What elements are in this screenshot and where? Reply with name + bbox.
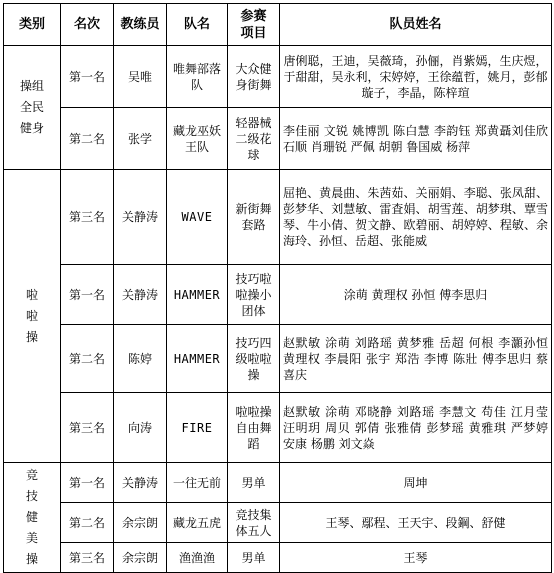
header-team: 队名 [167, 4, 228, 46]
table-row [4, 170, 552, 265]
results-table [3, 3, 552, 573]
rank-cell: 第二名 [61, 108, 114, 170]
rank-cell: 第三名 [61, 543, 114, 573]
members-cell: 赵默敏 涂萌 刘路瑶 黄梦雅 岳超 何根 李灝孙恒 黄理权 李晨阳 张宇 郑浩 李博 陈壯 傅李思归 蔡喜庆 [280, 325, 552, 393]
group-category-fitness: 操组 全民健身 [4, 46, 61, 170]
members-cell: 王琴 [280, 543, 552, 573]
event-cell: 竞技集体五人 [228, 503, 280, 543]
members-cell: 王琴、鄢程、王天宇、段鋼、舒健 [280, 503, 552, 543]
team-cell: 藏龙五虎 [167, 503, 228, 543]
team-cell: HAMMER [167, 325, 228, 393]
table-row [4, 463, 552, 503]
header-coach: 教练员 [114, 4, 167, 46]
event-cell: 轻器械二级花球 [228, 108, 280, 170]
table-row [4, 108, 552, 170]
table-row [4, 503, 552, 543]
table-row [4, 325, 552, 393]
event-cell: 技巧四级啦啦操 [228, 325, 280, 393]
header-event: 参赛项目 [228, 4, 280, 46]
team-cell: 渔渔渔 [167, 543, 228, 573]
coach-cell: 向涛 [114, 393, 167, 463]
members-cell: 唐俐聪，王迪，吴薇琦，孙俪，肖紫嫣，生庆煜，于甜甜，吴永利，宋婷婷，王徐蕴哲，姚月，彭郁璇子，李晶，陈梓瑄 [280, 46, 552, 108]
members-cell: 屈艳、黄晨曲、朱茜茹、关丽娟、李聪、张凤甜、彭梦华、刘慧敏、雷査娟、胡雪莲、胡梦琪、覃雪琴、牛小倩、贺文静、欧碧丽、胡婷婷、程敏、余海玲、孙恒、岳超、张能威 [280, 170, 552, 265]
header-category: 类别 [4, 4, 61, 46]
group-category-cheerleading: 啦啦操 [4, 170, 61, 463]
rank-cell: 第三名 [61, 393, 114, 463]
table-row [4, 265, 552, 325]
coach-cell: 余宗朗 [114, 543, 167, 573]
rank-cell: 第二名 [61, 503, 114, 543]
members-cell: 赵默敏 涂萌 邓晓静 刘路瑶 李慧文 苟佳 江月莹 汪明玥 周贝 郭倩 张雅倩 彭梦瑶 黄雅琪 严梦婷 安康 杨鹏 刘文焱 [280, 393, 552, 463]
table-row [4, 393, 552, 463]
rank-cell: 第二名 [61, 325, 114, 393]
event-cell: 男单 [228, 543, 280, 573]
event-cell: 技巧啦啦操小团体 [228, 265, 280, 325]
event-cell: 男单 [228, 463, 280, 503]
event-cell: 啦啦操自由舞蹈 [228, 393, 280, 463]
coach-cell: 关静涛 [114, 170, 167, 265]
team-cell: FIRE [167, 393, 228, 463]
rank-cell: 第三名 [61, 170, 114, 265]
group-category-aerobics: 竞技健美操 [4, 463, 61, 573]
members-cell: 李佳丽 文锐 姚博凯 陈白慧 李韵钰 郑黄聶刘佳欣 石顺 肖珊锐 严佩 胡朝 鲁国威 杨萍 [280, 108, 552, 170]
members-cell: 涂萌 黄理权 孙恒 傅李思归 [280, 265, 552, 325]
members-cell: 周坤 [280, 463, 552, 503]
team-cell: 藏龙巫妖王队 [167, 108, 228, 170]
table-row [4, 46, 552, 108]
coach-cell: 陈婷 [114, 325, 167, 393]
team-cell: 唯舞部落队 [167, 46, 228, 108]
coach-cell: 吴唯 [114, 46, 167, 108]
team-cell: 一往无前 [167, 463, 228, 503]
header-row [4, 4, 552, 46]
rank-cell: 第一名 [61, 463, 114, 503]
table-row [4, 543, 552, 573]
header-rank: 名次 [61, 4, 114, 46]
team-cell: HAMMER [167, 265, 228, 325]
event-cell: 大众健身街舞 [228, 46, 280, 108]
rank-cell: 第一名 [61, 46, 114, 108]
coach-cell: 张学 [114, 108, 167, 170]
coach-cell: 关静涛 [114, 265, 167, 325]
event-cell: 新街舞套路 [228, 170, 280, 265]
coach-cell: 关静涛 [114, 463, 167, 503]
rank-cell: 第一名 [61, 265, 114, 325]
coach-cell: 余宗朗 [114, 503, 167, 543]
header-members: 队员姓名 [280, 4, 552, 46]
team-cell: WAVE [167, 170, 228, 265]
